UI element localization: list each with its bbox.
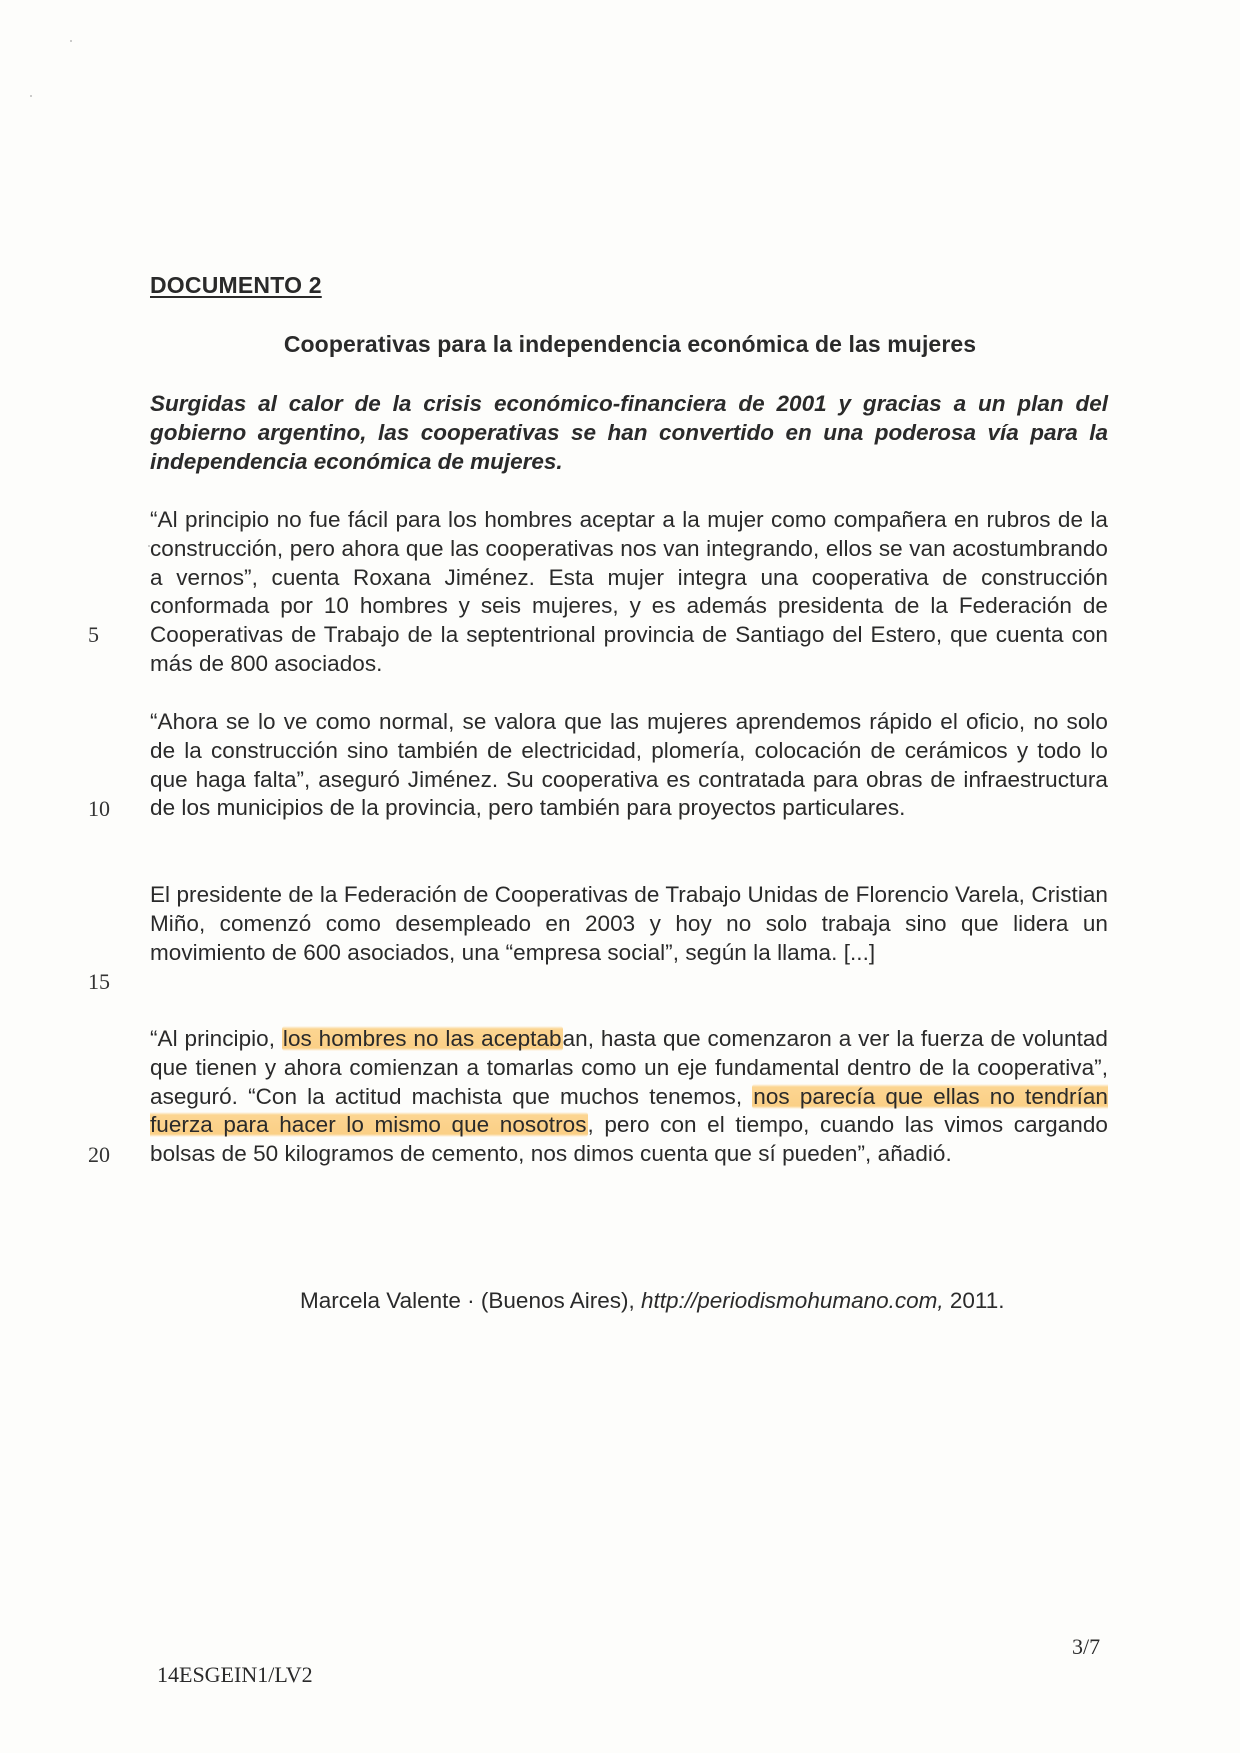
source-citation [300,1288,1005,1314]
scan-speck [70,40,72,42]
paragraph-3: El presidente de la Federación de Cooperativas de Trabajo Unidas de Florencio Varela, Cristian Miño, comenzó como desempleado en 2003 y hoy no solo trabaja sino que lidera un movimiento de 600 asociados, una “empresa social”, según la llama. [...] [150,882,1108,965]
paragraph-4-text: , pero con el tiempo, cuando las vimos cargando bolsas de 50 kilogramos de cemento, nos dimos cuenta que sí pueden”, añadió. [150,1112,1108,1167]
scan-speck [30,95,32,97]
citation-url: http://periodismohumano.com, [640,1288,944,1313]
page-number: 3/7 [1072,1634,1101,1659]
line-number: 15 [88,969,110,994]
citation-year: 2011. [943,1288,1005,1313]
paragraph-4-text: “Al principio, [150,1026,282,1051]
article-lead: Surgidas al calor de la crisis económico-financiera de 2001 y gracias a un plan del gobierno argentino, las cooperativas se han convertido en una poderosa vía para la independencia económica de mujeres. [150,391,1108,474]
paragraph-1: “Al principio no fue fácil para los hombres aceptar a la mujer como compañera en rubros de la construcción, pero ahora que las cooperativas nos van integrando, ellos se van acostumbrando a vernos”, cuenta Roxana Jiménez. Esta mujer integra una cooperativa de construcción conformada por 10 hombres y seis mujeres, y es además presidenta de la Federación de Cooperativas de Trabajo de la septentrional provincia de Santiago del Estero, que cuenta con más de 800 asociados. [150,507,1108,676]
paragraph-2: “Ahora se lo ve como normal, se valora que las mujeres aprendemos rápido el oficio, no solo de la construcción sino también de electricidad, plomería, colocación de cerámicos y todo lo que haga falta”, aseguró Jiménez. Su cooperativa es contratada para obras de infraestructura de los municipios de la provincia, pero también para proyectos particulares. [150,709,1108,821]
article-title: Cooperativas para la independencia económica de las mujeres [283,331,977,357]
exam-code: 14ESGEIN1/LV2 [157,1662,313,1687]
line-number: 20 [88,1142,110,1167]
paragraph-4 [150,1025,1108,1169]
line-number: 10 [88,796,110,821]
highlighted-text: los hombres no las aceptab [282,1026,562,1051]
highlighted-text: nos parecía que ellas no tendrían fuerza para hacer lo mismo que nosotros [150,1083,1108,1138]
paragraph-4-text: an, hasta que comenzaron a ver la fuerza de voluntad que tienen y ahora comienzan a tomarlas como un eje fundamental dentro de la cooperativa”, aseguró. “Con la actitud machista que muchos tenemos, [150,1026,1108,1109]
line-number: 5 [88,622,99,647]
citation-author: Marcela Valente · (Buenos Aires), [300,1288,641,1313]
document-label: DOCUMENTO 2 [150,272,322,298]
